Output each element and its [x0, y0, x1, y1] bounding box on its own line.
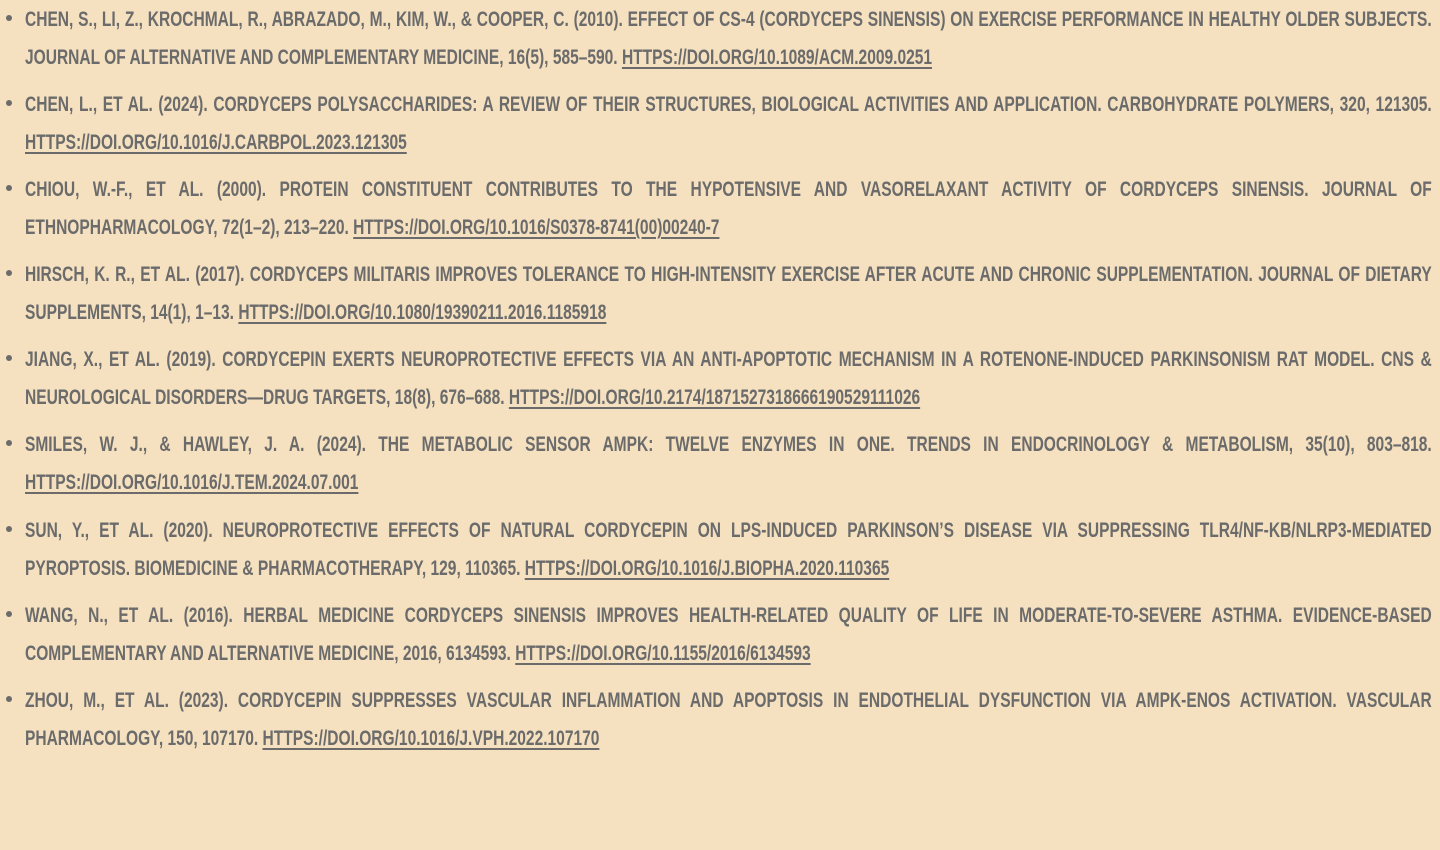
citation-text: ZHOU, M., ET AL. (2023). CORDYCEPIN SUPPRESSES VASCULAR INFLAMMATION AND APOPTOSIS IN ENDOTHELIAL DYSFUNCTION VIA AMPK-ENOS ACTIVATION. VASCULAR PHARMACOLOGY, 150, 107170.	[25, 688, 1432, 750]
doi-link[interactable]: HTTPS://DOI.ORG/10.1016/J.VPH.2022.107170	[262, 726, 600, 750]
doi-link[interactable]: HTTPS://DOI.ORG/10.1016/J.CARBPOL.2023.121305	[25, 131, 407, 155]
doi-link[interactable]: HTTPS://DOI.ORG/10.1016/J.BIOPHA.2020.110365	[524, 556, 890, 580]
reference-item	[25, 340, 1432, 425]
citation-text: CHIOU, W.-F., ET AL. (2000). PROTEIN CONSTITUENT CONTRIBUTES TO THE HYPOTENSIVE AND VASORELAXANT ACTIVITY OF CORDYCEPS SINENSIS. JOURNAL OF ETHNOPHARMACOLOGY, 72(1–2), 213–220.	[25, 178, 1432, 240]
reference-item	[25, 170, 1432, 255]
reference-item	[25, 425, 1432, 510]
bullet-icon	[6, 185, 12, 191]
bullet-icon	[6, 440, 12, 446]
citation-text: SMILES, W. J., & HAWLEY, J. A. (2024). THE METABOLIC SENSOR AMPK: TWELVE ENZYMES IN ONE. TRENDS IN ENDOCRINOLOGY & METABOLISM, 35(10), 803–818.	[25, 433, 1432, 457]
reference-text	[25, 597, 1432, 673]
reference-item	[25, 0, 1432, 85]
doi-link[interactable]: HTTPS://DOI.ORG/10.2174/1871527318666190529111026	[508, 386, 921, 410]
citation-text: CHEN, S., LI, Z., KROCHMAL, R., ABRAZADO, M., KIM, W., & COOPER, C. (2010). EFFECT OF CS-4 (CORDYCEPS SINENSIS) ON EXERCISE PERFORMANCE IN HEALTHY OLDER SUBJECTS. JOURNAL OF ALTERNATIVE AND COMPLEMENTARY MEDICINE, 16(5), 585–590.	[25, 8, 1432, 69]
doi-link[interactable]: HTTPS://DOI.ORG/10.1016/S0378-8741(00)00240-7	[353, 216, 720, 240]
reference-item	[25, 85, 1432, 170]
doi-link[interactable]: HTTPS://DOI.ORG/10.1155/2016/6134593	[515, 641, 811, 665]
reference-item	[25, 681, 1432, 766]
reference-text	[25, 426, 1432, 502]
reference-text	[25, 1, 1432, 77]
bullet-icon	[6, 611, 12, 617]
bullet-icon	[6, 100, 12, 106]
reference-text	[25, 682, 1432, 758]
citation-text: HIRSCH, K. R., ET AL. (2017). CORDYCEPS MILITARIS IMPROVES TOLERANCE TO HIGH-INTENSITY EXERCISE AFTER ACUTE AND CHRONIC SUPPLEMENTATION. JOURNAL OF DIETARY SUPPLEMENTS, 14(1), 1–13.	[25, 263, 1432, 325]
reference-item	[25, 511, 1432, 596]
bullet-icon	[6, 270, 12, 276]
citation-text: CHEN, L., ET AL. (2024). CORDYCEPS POLYSACCHARIDES: A REVIEW OF THEIR STRUCTURES, BIOLOGICAL ACTIVITIES AND APPLICATION. CARBOHYDRATE POLYMERS, 320, 121305.	[25, 93, 1432, 117]
doi-link[interactable]: HTTPS://DOI.ORG/10.1016/J.TEM.2024.07.001	[25, 471, 359, 495]
reference-text	[25, 341, 1432, 417]
reference-text	[25, 171, 1432, 247]
reference-text	[25, 86, 1432, 162]
reference-item	[25, 596, 1432, 681]
reference-list	[25, 0, 1432, 766]
bullet-icon	[6, 15, 12, 21]
bullet-icon	[6, 526, 12, 532]
reference-item	[25, 255, 1432, 340]
citation-text: JIANG, X., ET AL. (2019). CORDYCEPIN EXERTS NEUROPROTECTIVE EFFECTS VIA AN ANTI-APOPTOTIC MECHANISM IN A ROTENONE-INDUCED PARKINSONISM RAT MODEL. CNS & NEUROLOGICAL DISORDERS—DRUG TARGETS, 18(8), 676–688.	[25, 348, 1432, 410]
doi-link[interactable]: HTTPS://DOI.ORG/10.1089/ACM.2009.0251	[621, 46, 933, 69]
reference-text	[25, 256, 1432, 332]
citation-text: WANG, N., ET AL. (2016). HERBAL MEDICINE CORDYCEPS SINENSIS IMPROVES HEALTH-RELATED QUALITY OF LIFE IN MODERATE-TO-SEVERE ASTHMA. EVIDENCE-BASED COMPLEMENTARY AND ALTERNATIVE MEDICINE, 2016, 6134593.	[25, 603, 1432, 665]
reference-text	[25, 512, 1432, 588]
doi-link[interactable]: HTTPS://DOI.ORG/10.1080/19390211.2016.1185918	[238, 301, 607, 325]
bullet-icon	[6, 696, 12, 702]
citation-text: SUN, Y., ET AL. (2020). NEUROPROTECTIVE EFFECTS OF NATURAL CORDYCEPIN ON LPS-INDUCED PARKINSON’S DISEASE VIA SUPPRESSING TLR4/NF-ΚB/NLRP3-MEDIATED PYROPTOSIS. BIOMEDICINE & PHARMACOTHERAPY, 129, 110365.	[25, 518, 1432, 580]
bullet-icon	[6, 355, 12, 361]
